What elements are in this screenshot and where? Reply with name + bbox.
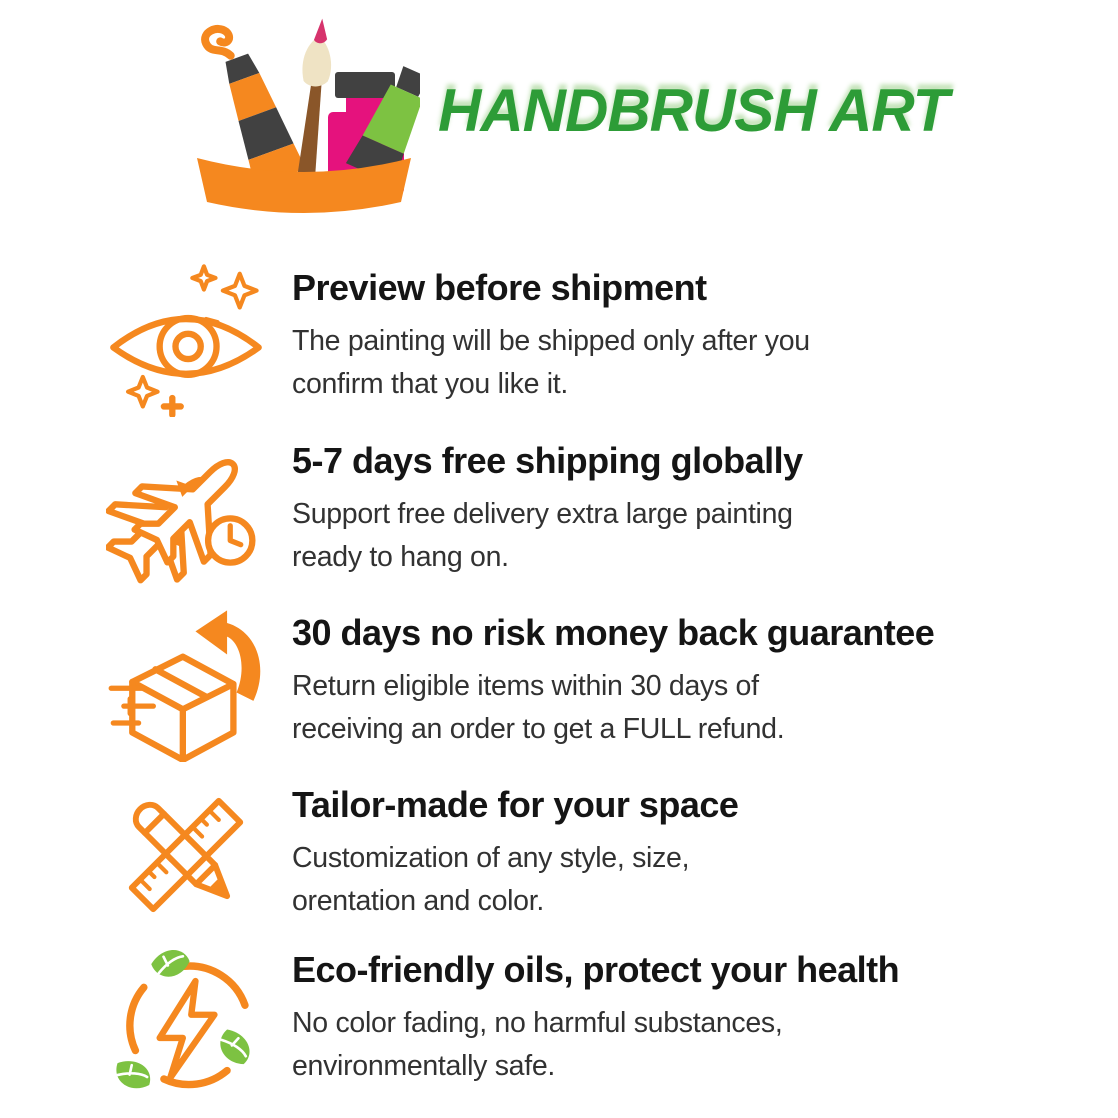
feature-description-line: The painting will be shipped only after you [292, 325, 810, 357]
feature-description-line: Support free delivery extra large painting [292, 498, 793, 530]
feature-item-tailor-made [0, 776, 1118, 946]
feature-description [292, 320, 1072, 406]
feature-description-line: ready to hang on. [292, 541, 509, 573]
pencil-ruler-icon [106, 776, 266, 936]
feature-item-preview [0, 259, 1118, 429]
feature-item-moneyback [0, 604, 1118, 774]
art-supplies-tray-icon [188, 16, 420, 226]
airplane-clock-icon [106, 432, 266, 592]
feature-title: Tailor-made for your space [292, 784, 739, 825]
feature-title: Eco-friendly oils, protect your health [292, 949, 900, 990]
package-return-arrow-icon [106, 604, 266, 764]
feature-description [292, 1002, 1072, 1088]
feature-title: Preview before shipment [292, 267, 707, 308]
eco-energy-leaves-icon [106, 941, 266, 1101]
feature-description-line: receiving an order to get a FULL refund. [292, 713, 785, 745]
feature-description [292, 837, 1072, 923]
feature-description [292, 665, 1072, 751]
feature-item-shipping [0, 432, 1118, 602]
feature-description-line: orentation and color. [292, 885, 544, 917]
brand-name: HANDBRUSH ART [438, 77, 949, 144]
eye-sparkles-icon [106, 259, 266, 419]
feature-item-eco-friendly [0, 941, 1118, 1111]
feature-description-line: Return eligible items within 30 days of [292, 670, 759, 702]
feature-description-line: Customization of any style, size, [292, 842, 690, 874]
feature-description [292, 493, 1072, 579]
feature-description-line: environmentally safe. [292, 1050, 556, 1082]
feature-title: 5-7 days free shipping globally [292, 440, 803, 481]
feature-description-line: No color fading, no harmful substances, [292, 1007, 783, 1039]
feature-description-line: confirm that you like it. [292, 368, 569, 400]
feature-title: 30 days no risk money back guarantee [292, 612, 935, 653]
